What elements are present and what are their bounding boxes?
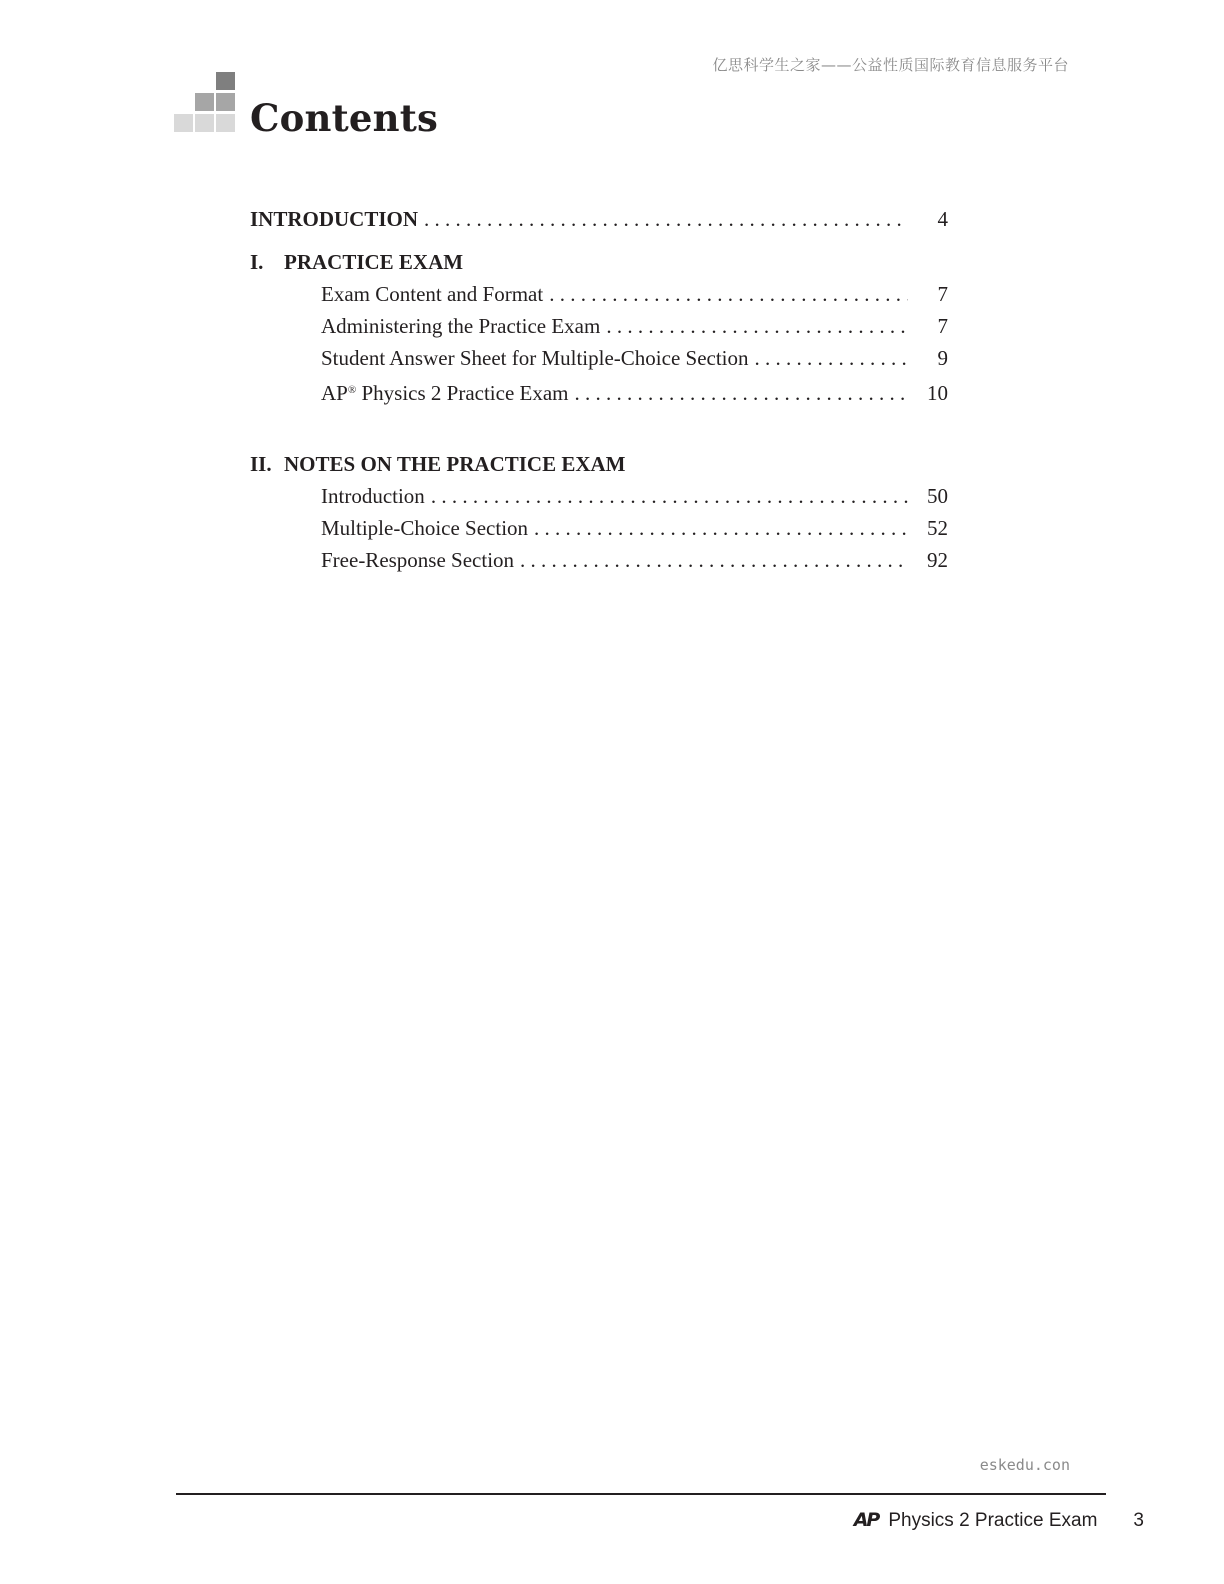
dot-leader [606,310,908,342]
registered-mark: ® [347,384,357,396]
dot-leader [431,480,908,512]
toc-entry-page: 50 [927,484,948,508]
watermark-bottom: eskedu.con [979,1456,1070,1474]
section-title: NOTES ON THE PRACTICE EXAM [284,452,626,476]
toc-entry-label: Exam Content and Format [321,282,544,306]
label-prefix: AP [321,381,348,405]
toc-entry-page: 52 [927,516,948,540]
toc-entry-page: 7 [937,314,948,338]
section-title: PRACTICE EXAM [284,250,464,274]
contents-logo-icon [174,72,236,132]
dot-leader [534,512,908,544]
page-footer [854,1509,1144,1532]
toc-entry[interactable] [250,544,948,576]
footer-title: Physics 2 Practice Exam [888,1510,1098,1531]
toc-entry[interactable] [250,342,948,374]
footer-divider [176,1493,1106,1495]
dot-leader [424,203,908,235]
toc-entry-label [321,374,569,409]
dot-leader [549,278,908,310]
toc-entry[interactable] [250,310,948,342]
section-number: II. [250,452,272,476]
toc-entry-page: 10 [927,381,948,405]
toc-entry-page: 4 [937,207,948,231]
toc-entry[interactable] [250,374,948,406]
toc-entry-introduction[interactable] [250,203,948,235]
toc-entry-label: Administering the Practice Exam [321,314,601,338]
toc-entry-label: Free-Response Section [321,548,515,572]
toc-entry-label: Student Answer Sheet for Multiple-Choice Section [321,346,749,370]
toc-entry-label: Multiple-Choice Section [321,516,529,540]
dot-leader [520,544,908,576]
toc-entry[interactable] [250,512,948,544]
ap-logo-icon: AP [853,1509,879,1531]
toc-entry[interactable] [250,278,948,310]
toc-section-practice-exam [250,246,948,278]
watermark-top: 亿思科学生之家——公益性质国际教育信息服务平台 [712,56,1069,74]
page-number: 3 [1133,1510,1144,1531]
toc-entry-page: 7 [937,282,948,306]
toc-entry-label: Introduction [321,484,425,508]
label-suffix: Physics 2 Practice Exam [356,381,569,405]
toc-entry-label: INTRODUCTION [250,207,419,231]
table-of-contents [250,203,948,576]
page-title: Contents [250,96,439,140]
dot-leader [755,342,908,374]
toc-entry-page: 9 [937,346,948,370]
toc-entry[interactable] [250,480,948,512]
toc-entry-page: 92 [927,548,948,572]
toc-section-notes [250,448,948,480]
section-number: I. [250,250,264,274]
dot-leader [575,377,908,409]
